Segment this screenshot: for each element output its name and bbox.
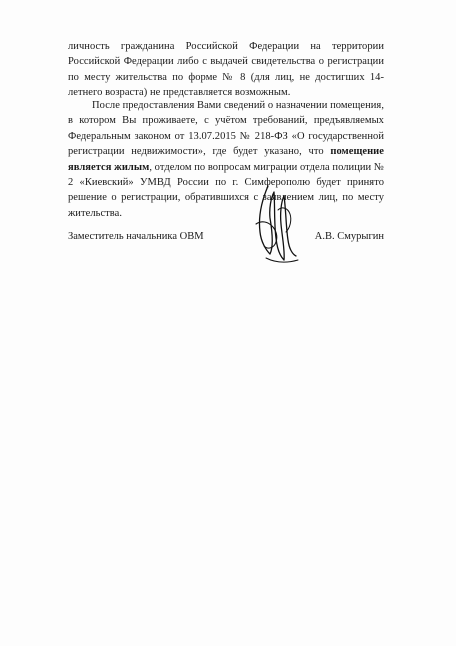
- paragraph-continuation: [68, 39, 384, 101]
- paragraph-2-bold-phrase: помещение является жилым: [68, 146, 384, 173]
- paragraph-registration-decision: [68, 98, 384, 221]
- signatory-name: А.В. Смурыгин: [314, 231, 384, 242]
- paragraph-2-text-start: После предоставления Вами сведений о назначении помещения, в котором Вы проживаете, с учётом требований, предъявляемых Федеральным законом от 13.07.2015 № 218-ФЗ «О государственной регистрации недвижимости», где будет указано, что: [68, 100, 384, 158]
- paragraph-2-text-end: , отделом по вопросам миграции отдела полиции № 2 «Киевский» УМВД России по г. Симферополю будет принято решение о регистрации, обратившихся с заявлением лиц, по месту жительства.: [68, 161, 384, 219]
- paragraph-1-text: личность гражданина Российской Федерации на территории Российской Федерации либо с выдачей свидетельства о регистрации по месту жительства по форме № 8 (для лиц, не достигших 14-летнего возраста) не представляется возможным.: [68, 41, 384, 99]
- handwritten-signature: [248, 180, 304, 266]
- signatory-position: Заместитель начальника ОВМ: [68, 231, 204, 242]
